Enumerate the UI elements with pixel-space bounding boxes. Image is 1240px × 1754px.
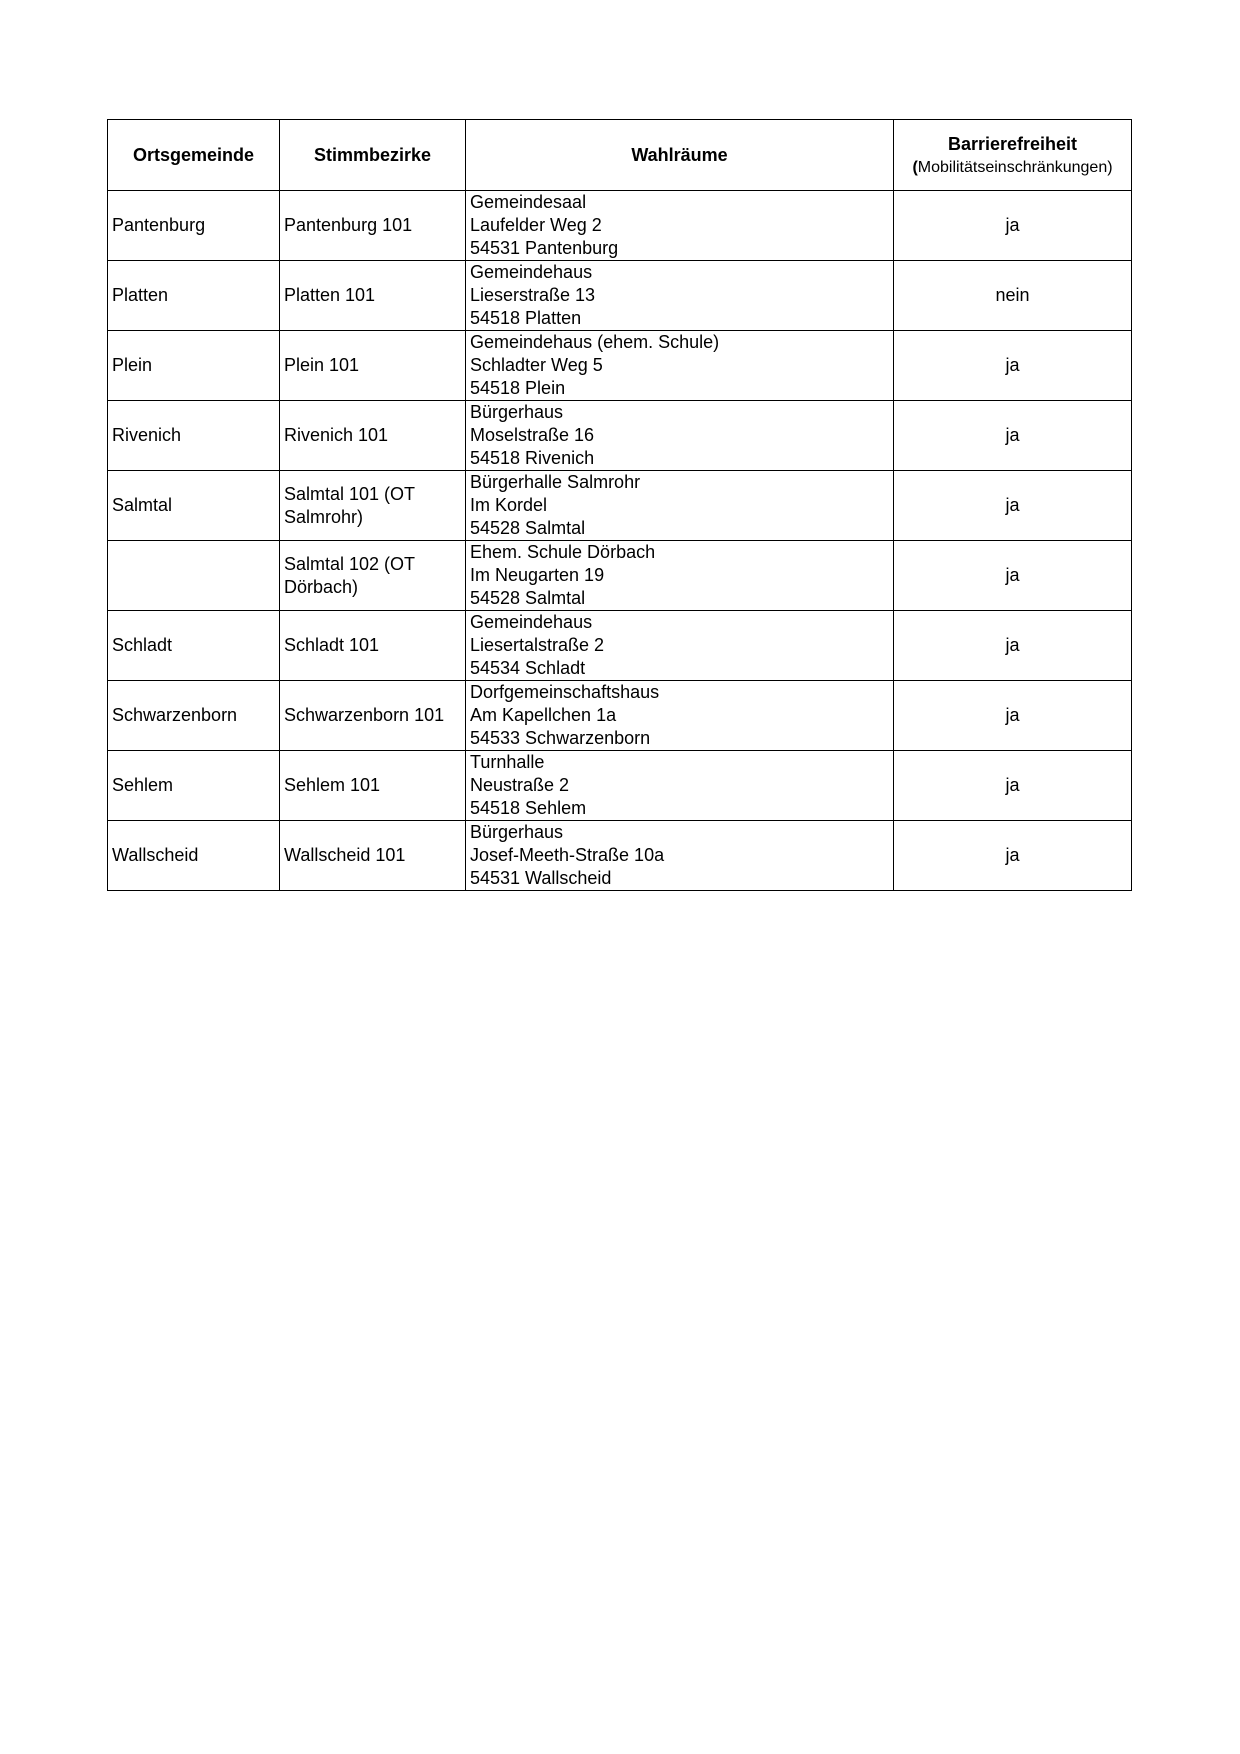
polling-stations-table bbox=[107, 119, 1132, 891]
table-row bbox=[108, 191, 1132, 261]
table-row bbox=[108, 541, 1132, 611]
cell-district: Salmtal 101 (OT Salmrohr) bbox=[280, 471, 466, 541]
cell-access: ja bbox=[894, 541, 1132, 611]
table-row bbox=[108, 331, 1132, 401]
room-line: Neustraße 2 bbox=[470, 775, 570, 795]
cell-room bbox=[466, 751, 894, 821]
room-line: 54533 Schwarzenborn bbox=[470, 728, 651, 748]
cell-municipality bbox=[108, 541, 280, 611]
cell-access: ja bbox=[894, 331, 1132, 401]
room-line: Dorfgemeinschaftshaus bbox=[470, 682, 660, 702]
table-row bbox=[108, 751, 1132, 821]
room-line: 54518 Platten bbox=[470, 308, 582, 328]
room-line: 54531 Pantenburg bbox=[470, 238, 619, 258]
header-access bbox=[894, 120, 1132, 191]
room-line: Gemeindehaus bbox=[470, 262, 593, 282]
cell-room bbox=[466, 821, 894, 891]
table-header-row bbox=[108, 120, 1132, 191]
cell-district: Wallscheid 101 bbox=[280, 821, 466, 891]
room-line: Turnhalle bbox=[470, 752, 545, 772]
header-district: Stimmbezirke bbox=[280, 120, 466, 191]
cell-district: Schwarzenborn 101 bbox=[280, 681, 466, 751]
cell-room bbox=[466, 471, 894, 541]
room-line: Ehem. Schule Dörbach bbox=[470, 542, 656, 562]
cell-room bbox=[466, 611, 894, 681]
table-row bbox=[108, 261, 1132, 331]
cell-access: ja bbox=[894, 471, 1132, 541]
room-line: Josef-Meeth-Straße 10a bbox=[470, 845, 665, 865]
cell-municipality: Schladt bbox=[108, 611, 280, 681]
cell-district: Pantenburg 101 bbox=[280, 191, 466, 261]
cell-municipality: Wallscheid bbox=[108, 821, 280, 891]
room-line: 54528 Salmtal bbox=[470, 588, 586, 608]
cell-district: Salmtal 102 (OT Dörbach) bbox=[280, 541, 466, 611]
cell-room bbox=[466, 401, 894, 471]
cell-district: Plein 101 bbox=[280, 331, 466, 401]
room-line: 54518 Sehlem bbox=[470, 798, 587, 818]
table-row bbox=[108, 681, 1132, 751]
room-line: Bürgerhaus bbox=[470, 822, 564, 842]
room-line: Im Neugarten 19 bbox=[470, 565, 605, 585]
room-line: 54518 Rivenich bbox=[470, 448, 595, 468]
room-line: 54528 Salmtal bbox=[470, 518, 586, 538]
cell-room bbox=[466, 541, 894, 611]
table-row bbox=[108, 611, 1132, 681]
table-row bbox=[108, 471, 1132, 541]
cell-access: ja bbox=[894, 751, 1132, 821]
room-line: 54518 Plein bbox=[470, 378, 566, 398]
room-line: Bürgerhalle Salmrohr bbox=[470, 472, 641, 492]
header-access-title: Barrierefreiheit bbox=[947, 133, 1078, 154]
cell-municipality: Salmtal bbox=[108, 471, 280, 541]
room-line: Am Kapellchen 1a bbox=[470, 705, 617, 725]
cell-access: ja bbox=[894, 821, 1132, 891]
room-line: Moselstraße 16 bbox=[470, 425, 595, 445]
cell-room bbox=[466, 191, 894, 261]
room-line: Liesertalstraße 2 bbox=[470, 635, 605, 655]
table-row bbox=[108, 401, 1132, 471]
room-line: Im Kordel bbox=[470, 495, 548, 515]
room-line: Bürgerhaus bbox=[470, 402, 564, 422]
cell-access: nein bbox=[894, 261, 1132, 331]
table-row bbox=[108, 821, 1132, 891]
cell-municipality: Pantenburg bbox=[108, 191, 280, 261]
cell-access: ja bbox=[894, 681, 1132, 751]
cell-access: ja bbox=[894, 611, 1132, 681]
room-line: Schladter Weg 5 bbox=[470, 355, 603, 375]
header-access-subtitle bbox=[898, 159, 1127, 177]
room-line: Gemeindehaus bbox=[470, 612, 593, 632]
cell-district: Sehlem 101 bbox=[280, 751, 466, 821]
room-line: Gemeindehaus (ehem. Schule) bbox=[470, 332, 720, 352]
cell-district: Platten 101 bbox=[280, 261, 466, 331]
cell-municipality: Plein bbox=[108, 331, 280, 401]
cell-access: ja bbox=[894, 191, 1132, 261]
table-body bbox=[108, 191, 1132, 891]
cell-district: Schladt 101 bbox=[280, 611, 466, 681]
cell-municipality: Schwarzenborn bbox=[108, 681, 280, 751]
room-line: 54531 Wallscheid bbox=[470, 868, 612, 888]
cell-municipality: Sehlem bbox=[108, 751, 280, 821]
cell-access: ja bbox=[894, 401, 1132, 471]
room-line: 54534 Schladt bbox=[470, 658, 586, 678]
cell-district: Rivenich 101 bbox=[280, 401, 466, 471]
room-line: Laufelder Weg 2 bbox=[470, 215, 602, 235]
room-line: Lieserstraße 13 bbox=[470, 285, 596, 305]
room-line: Gemeindesaal bbox=[470, 192, 587, 212]
header-access-subtext: Mobilitätseinschränkungen) bbox=[917, 158, 1113, 176]
cell-municipality: Rivenich bbox=[108, 401, 280, 471]
cell-room bbox=[466, 331, 894, 401]
header-access-paren: ( bbox=[912, 158, 918, 176]
cell-room bbox=[466, 261, 894, 331]
cell-room bbox=[466, 681, 894, 751]
header-municipality: Ortsgemeinde bbox=[108, 120, 280, 191]
cell-municipality: Platten bbox=[108, 261, 280, 331]
header-room: Wahlräume bbox=[466, 120, 894, 191]
